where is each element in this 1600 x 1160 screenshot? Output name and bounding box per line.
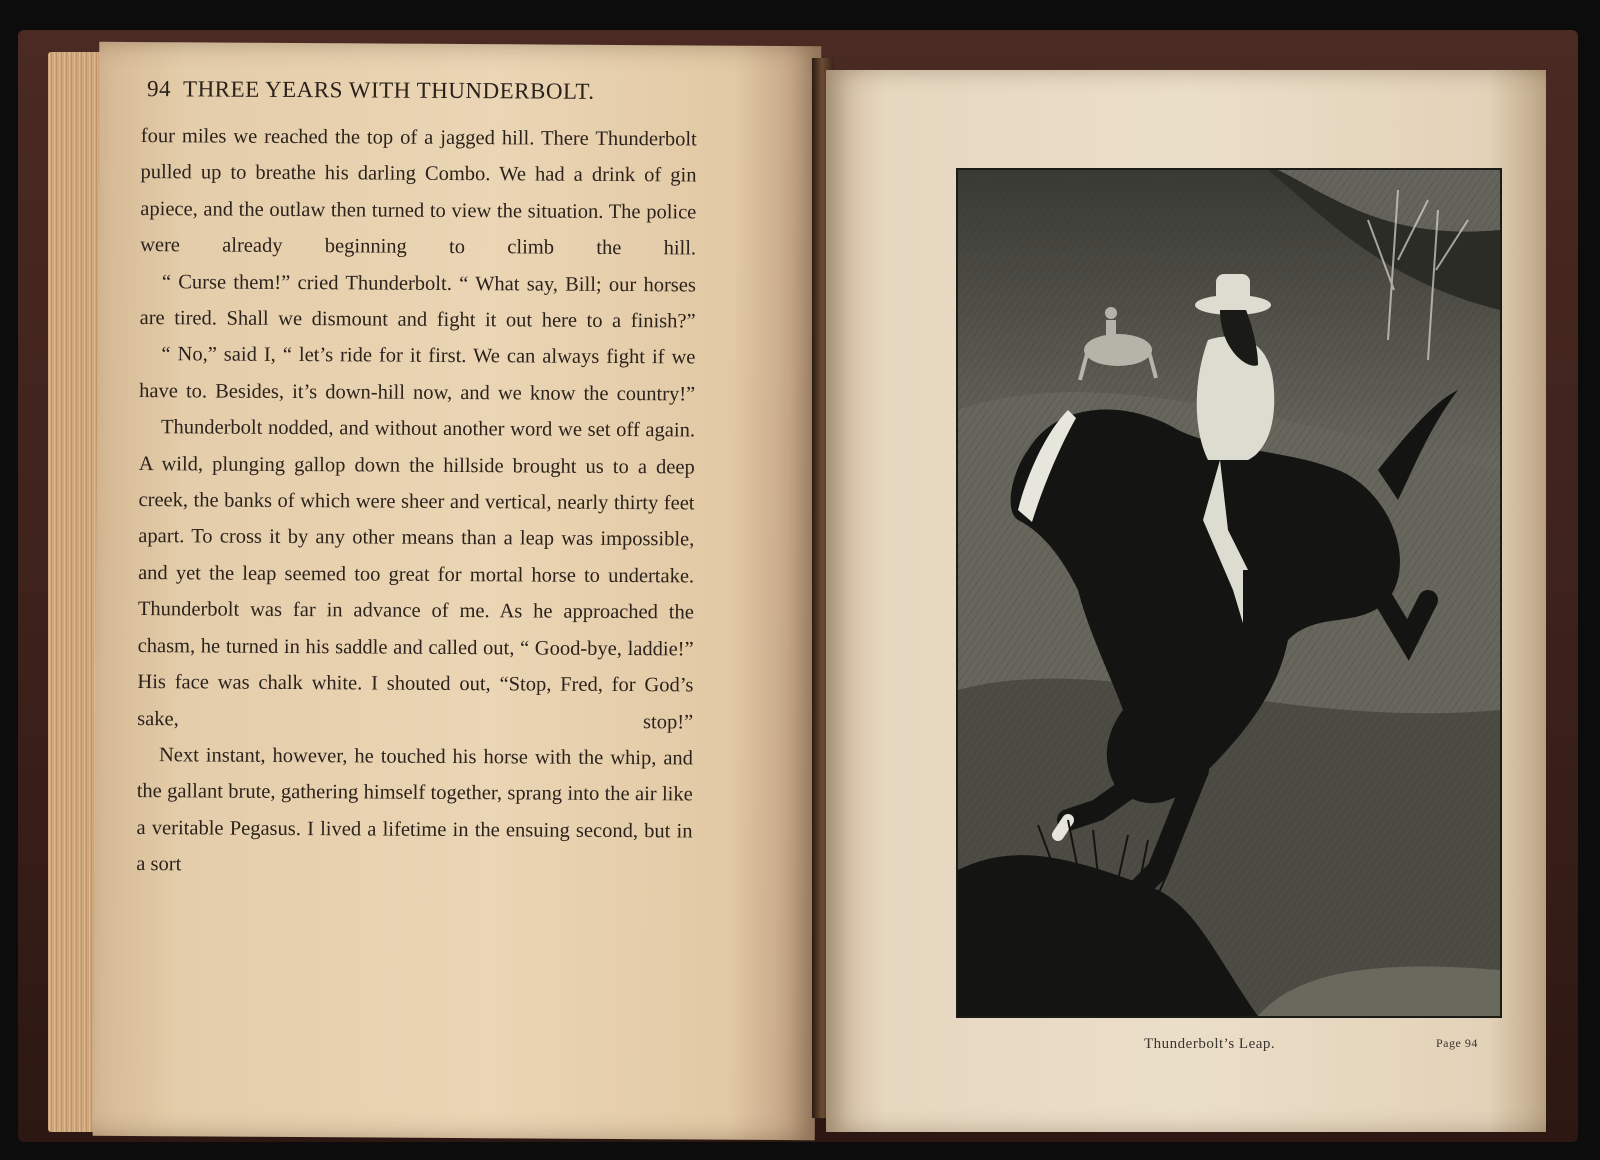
illustration-plate	[956, 168, 1502, 1018]
paragraph: Next instant, however, he touched his horse with the whip, and the gallant brute, gathering himself together, sprang into the air like a veritable Pegasus. I lived a lifetime in the ensuing second, but in a sort	[136, 744, 694, 876]
body-text	[136, 118, 697, 886]
paragraph: Thunderbolt nodded, and without another word we set off again. A wild, plunging gallop down the hillside brought us to a deep creek, the banks of which were sheer and vertical, nearly thirty feet apart. To cross it by any other means than a leap was impossible, and yet the leap seemed too great for mortal horse to undertake. Thunderbolt was far in advance of me. As he approached the chasm, he turned in his saddle and called out, “ Good-bye, laddie!” His face was chalk white. I shouted out, “Stop, Fred, for God’s sake, stop!”	[137, 416, 696, 733]
illustration-caption: Thunderbolt’s Leap.	[1144, 1036, 1276, 1052]
plate-page-reference: Page 94	[1436, 1036, 1478, 1050]
running-head: THREE YEARS WITH THUNDERBOLT.	[182, 76, 595, 104]
page-number: 94	[146, 76, 172, 102]
paragraph: “ No,” said I, “ let’s ride for it first. We can always fight if we have to. Besides, it’s down-hill now, and we know the country!”	[139, 343, 696, 406]
horse-rider-illustration	[958, 170, 1500, 1016]
paragraph: four miles we reached the top of a jagged hill. There Thunderbolt pulled up to breathe his darling Combo. We had a drink of gin apiece, and the outlaw then turned to view the situation. The police were already beginning to climb the hill.	[140, 125, 697, 260]
right-page	[826, 70, 1546, 1132]
left-page	[93, 42, 822, 1140]
paragraph: “ Curse them!” cried Thunderbolt. “ What say, Bill; our horses are tired. Shall we dismount and fight it out here to a finish?”	[139, 270, 696, 333]
running-header	[147, 76, 747, 106]
